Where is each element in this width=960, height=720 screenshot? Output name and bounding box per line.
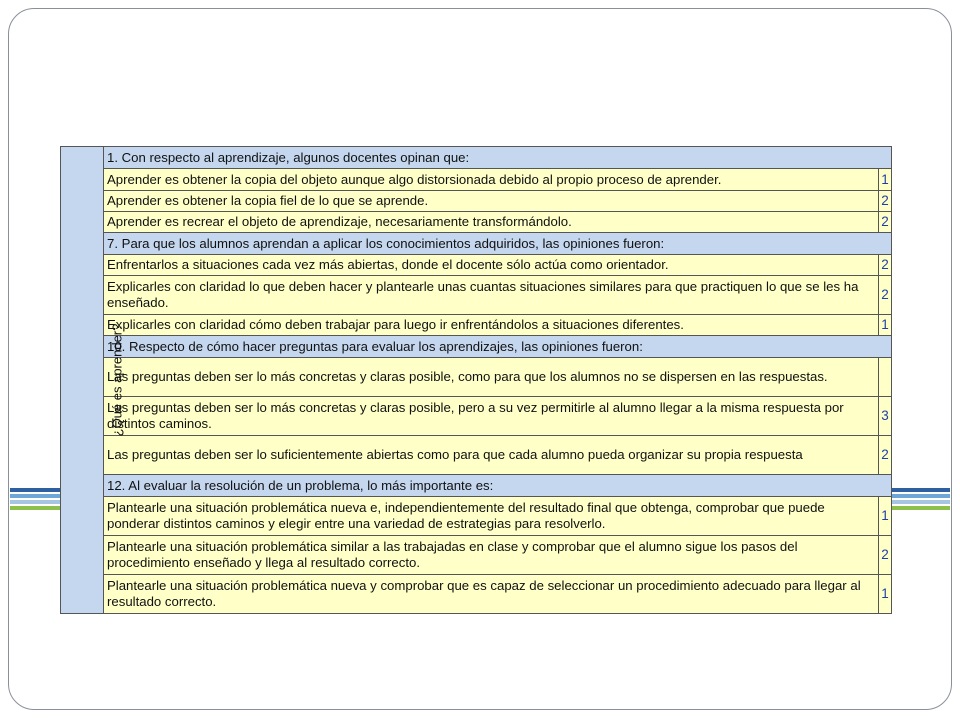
answer-count [879, 358, 892, 397]
answer-text: Las preguntas deben ser lo suficientemente abiertas como para que cada alumno pueda organizar su propia respuesta [104, 436, 879, 475]
answer-text: Explicarles con claridad cómo deben trabajar para luego ir enfrentándolos a situaciones diferentes. [104, 315, 879, 336]
question-text: 12. Al evaluar la resolución de un problema, lo más importante es: [104, 475, 892, 497]
question-row [61, 233, 892, 255]
answer-count: 1 [879, 575, 892, 614]
answer-count: 2 [879, 212, 892, 233]
answer-row [61, 212, 892, 233]
answer-text: Plantearle una situación problemática similar a las trabajadas en clase y comprobar que el alumno sigue los pasos del procedimiento enseñado y llega al resultado correcto. [104, 536, 879, 575]
answer-row [61, 575, 892, 614]
answer-row [61, 358, 892, 397]
answer-text: Enfrentarlos a situaciones cada vez más abiertas, donde el docente sólo actúa como orientador. [104, 255, 879, 276]
answer-row [61, 436, 892, 475]
question-row [61, 147, 892, 169]
answer-count: 2 [879, 536, 892, 575]
side-label: ¿Qué es aprender? [109, 323, 125, 437]
answer-row [61, 397, 892, 436]
side-label-cell [61, 147, 125, 614]
answer-count: 3 [879, 397, 892, 436]
survey-table [60, 146, 892, 614]
answer-count: 1 [879, 497, 892, 536]
answer-count: 2 [879, 255, 892, 276]
answer-row [61, 191, 892, 212]
question-row [61, 336, 892, 358]
question-text: 1. Con respecto al aprendizaje, algunos docentes opinan que: [104, 147, 892, 169]
answer-row [61, 497, 892, 536]
question-text: 7. Para que los alumnos aprendan a aplicar los conocimientos adquiridos, las opiniones fueron: [104, 233, 892, 255]
answer-row [61, 276, 892, 315]
answer-count: 2 [879, 276, 892, 315]
answer-text: Plantearle una situación problemática nueva e, independientemente del resultado final que obtenga, comprobar que puede ponderar distintos caminos y elegir entre una variedad de estrategias para resolverlo. [104, 497, 879, 536]
answer-row [61, 315, 892, 336]
answer-text: Aprender es obtener la copia del objeto aunque algo distorsionada debido al propio proceso de aprender. [104, 169, 879, 191]
answer-count: 1 [879, 315, 892, 336]
answer-row [61, 169, 892, 191]
answer-text: Aprender es obtener la copia fiel de lo que se aprende. [104, 191, 879, 212]
answer-row [61, 255, 892, 276]
answer-count: 1 [879, 169, 892, 191]
answer-text: Las preguntas deben ser lo más concretas y claras posible, como para que los alumnos no se dispersen en las respuestas. [104, 358, 879, 397]
answer-count: 2 [879, 436, 892, 475]
question-row [61, 475, 892, 497]
answer-row [61, 536, 892, 575]
question-text: 10. Respecto de cómo hacer preguntas para evaluar los aprendizajes, las opiniones fueron: [104, 336, 892, 358]
answer-text: Plantearle una situación problemática nueva y comprobar que es capaz de seleccionar un procedimiento adecuado para llegar al resultado correcto. [104, 575, 879, 614]
answer-count: 2 [879, 191, 892, 212]
answer-text: Las preguntas deben ser lo más concretas y claras posible, pero a su vez permitirle al alumno llegar a la misma respuesta por distintos caminos. [104, 397, 879, 436]
answer-text: Explicarles con claridad lo que deben hacer y plantearle unas cuantas situaciones similares para que practiquen lo que se les ha enseñado. [104, 276, 879, 315]
answer-text: Aprender es recrear el objeto de aprendizaje, necesariamente transformándolo. [104, 212, 879, 233]
